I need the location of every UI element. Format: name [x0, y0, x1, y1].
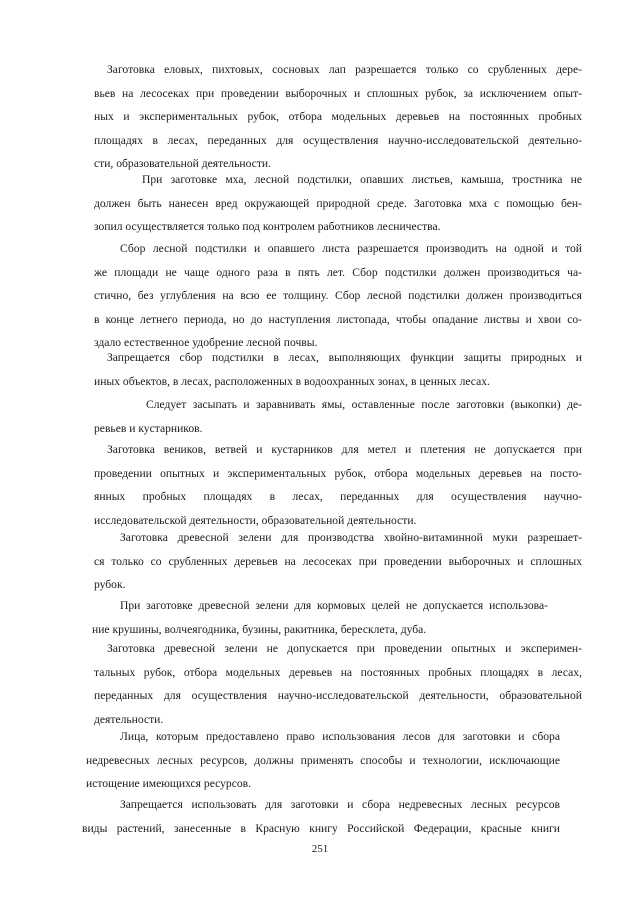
text-line: Следует засыпать и заравнивать ямы, оставленные после заготовки (выкопки) де- [146, 398, 582, 411]
text-line: Запрещается сбор подстилки в лесах, выполняющих функции защиты природных и [107, 351, 582, 364]
text-line: ревьев и кустарников. [94, 421, 203, 435]
page-number: 251 [311, 843, 329, 855]
paragraph-11 [82, 793, 582, 840]
text-line: Заготовка древесной зелени не допускается при проведении опытных и эксперимен- [107, 642, 582, 655]
text-line: деятельности. [94, 712, 164, 726]
paragraph-7 [94, 526, 582, 597]
paragraph-8 [94, 594, 582, 641]
text-line: Заготовка веников, ветвей и кустарников для метел и плетения не допускается при [107, 443, 582, 456]
text-line: ние крушины, волчеягодника, бузины, ракитника, бересклета, дуба. [92, 622, 427, 636]
text-line: здало естественное удобрение лесной почвы. [94, 336, 318, 350]
text-line: иных объектов, в лесах, расположенных в водоохранных зонах, в ценных лесах. [94, 374, 490, 388]
text-line: Заготовка еловых, пихтовых, сосновых лап разрешается только со срубленных дере- [107, 63, 582, 76]
text-line: Сбор лесной подстилки и опавшего листа разрешается производить на одной и той [120, 242, 582, 255]
paragraph-2 [94, 168, 582, 239]
text-line: янных пробных площадях в лесах, переданных для осуществления научно- [94, 490, 582, 504]
text-line: рубок. [94, 578, 126, 592]
text-line: ных и экспериментальных рубок, отбора модельных деревьев на постоянных пробных [94, 110, 582, 124]
text-line: Запрещается использовать для заготовки и сбора недревесных лесных ресурсов [120, 798, 560, 811]
text-line: стично, без углубления на всю ее толщину. Сбор лесной подстилки должен производиться [94, 289, 582, 303]
text-line: истощение имеющихся ресурсов. [86, 777, 252, 791]
text-line: виды растений, занесенные в Красную книгу Российской Федерации, красные книги [82, 821, 560, 835]
text-line: должен быть нанесен вред окружающей природной среде. Заготовка мха с помощью бен- [94, 196, 582, 210]
paragraph-4 [94, 346, 582, 393]
text-line: Заготовка древесной зелени для производства хвойно-витаминной муки разрешает- [120, 531, 582, 544]
text-line: При заготовке мха, лесной подстилки, опавших листьев, камыша, тростника не [142, 173, 582, 186]
text-line: переданных для осуществления научно-исследовательской деятельности, образовательной [94, 689, 582, 703]
text-line: исследовательской деятельности, образовательной деятельности. [94, 513, 417, 527]
text-line: вьев на лесосеках при проведении выборочных и сплошных рубок, за исключением опыт- [94, 86, 582, 100]
text-line: недревесных лесных ресурсов, должны применять способы и технологии, исключающие [86, 753, 560, 767]
text-line: в конце летнего периода, но до наступления листопада, чтобы опадание листвы и хвои со- [94, 312, 582, 326]
text-line: тальных рубок, отбора модельных деревьев на постоянных пробных площадях в лесах, [94, 665, 582, 679]
text-line: проведении опытных и экспериментальных рубок, отбора модельных деревьев на посто- [94, 466, 582, 480]
paragraph-9 [94, 637, 582, 731]
paragraph-1 [94, 58, 582, 176]
text-line: ся только со срубленных деревьев на лесосеках при проведении выборочных и сплошных [94, 554, 582, 568]
text-line: же площади не чаще одного раза в пять лет. Сбор подстилки должен производиться ча- [94, 265, 582, 279]
text-line: При заготовке древесной зелени для кормовых целей не допускается использова- [120, 599, 548, 612]
text-line: зопил осуществляется только под контролем работников лесничества. [94, 220, 441, 234]
paragraph-10 [86, 725, 582, 796]
text-line: сти, образовательной деятельности. [94, 157, 271, 171]
paragraph-6 [94, 438, 582, 532]
text-line: площадях в лесах, переданных для осуществления научно-исследовательской деятельно- [94, 133, 582, 147]
text-line: Лица, которым предоставлено право использования лесов для заготовки и сбора [120, 730, 560, 743]
paragraph-3 [94, 237, 582, 355]
paragraph-5 [94, 393, 582, 440]
